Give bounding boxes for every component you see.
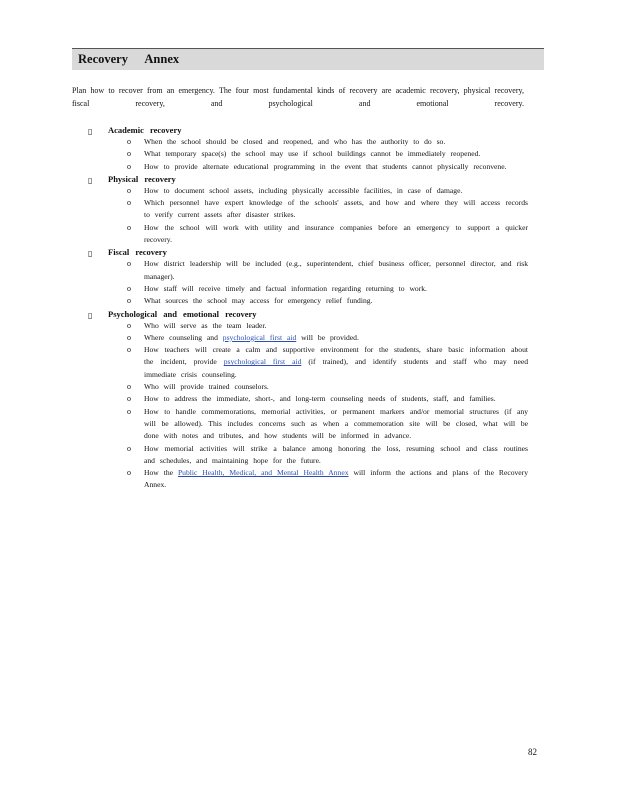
list-item <box>125 161 528 173</box>
square-bullet-icon: ▯ <box>88 310 93 320</box>
circle-bullet-icon: o <box>127 406 131 416</box>
circle-bullet-icon: o <box>127 161 131 171</box>
cross-reference-link[interactable]: psychological first aid <box>222 332 297 342</box>
item-text: How to document school assets, including physically accessible facilities, in case of damage. <box>144 185 463 195</box>
circle-bullet-icon: o <box>127 137 131 146</box>
square-bullet-icon: ▯ <box>88 175 93 185</box>
square-bullet-icon: ▯ <box>88 127 93 136</box>
list-item <box>125 344 528 381</box>
circle-bullet-icon: o <box>127 149 131 159</box>
item-text: will inform the actions and plans of the Recovery Annex. <box>144 468 529 490</box>
circle-bullet-icon: o <box>127 198 131 208</box>
list-item <box>125 443 528 468</box>
circle-bullet-icon: o <box>127 296 131 306</box>
cross-reference-link[interactable]: Public Health, Medical, and Mental Health Annex <box>177 468 349 478</box>
recovery-sections <box>88 124 528 492</box>
section-heading-text: Physical recovery <box>108 173 176 184</box>
list-item <box>125 381 528 393</box>
section-heading-text: Psychological and emotional recovery <box>108 308 257 319</box>
page-title: Recovery Annex <box>78 52 180 66</box>
section-heading <box>88 124 528 136</box>
list-item <box>125 295 528 307</box>
item-text: Who will serve as the team leader. <box>144 320 267 330</box>
circle-bullet-icon: o <box>127 394 131 404</box>
item-text: will be provided. <box>296 332 359 342</box>
item-text: Where counseling and <box>144 332 223 342</box>
section <box>88 308 528 492</box>
circle-bullet-icon: o <box>127 320 131 330</box>
list-item <box>125 222 528 247</box>
section <box>88 124 528 173</box>
list-item <box>125 467 528 492</box>
section-heading-text: Fiscal recovery <box>108 247 167 258</box>
item-list <box>88 185 528 246</box>
item-list <box>88 258 528 307</box>
item-text: How to provide alternate educational programming in the event that students cannot physically reconvene. <box>144 161 507 171</box>
item-text: When the school should be closed and reopened, and who has the authority to do so. <box>144 137 446 146</box>
section-heading <box>88 173 528 185</box>
list-item <box>125 332 528 344</box>
square-bullet-icon: ▯ <box>88 249 93 259</box>
item-text: How the <box>144 468 178 478</box>
circle-bullet-icon: o <box>127 382 131 392</box>
circle-bullet-icon: o <box>127 185 131 195</box>
item-text: Which personnel have expert knowledge of the schools' assets, and how and where they will access records to verify current assets after disaster strikes. <box>144 198 528 220</box>
list-item <box>125 197 528 222</box>
circle-bullet-icon: o <box>127 345 131 355</box>
list-item <box>125 320 528 332</box>
page-number: 82 <box>528 747 537 757</box>
item-text: What temporary space(s) the school may use if school buildings cannot be immediately reopened. <box>144 149 481 159</box>
circle-bullet-icon: o <box>127 259 131 269</box>
list-item <box>125 185 528 197</box>
section-heading <box>88 308 528 320</box>
item-list <box>88 320 528 492</box>
section-heading <box>88 246 528 258</box>
item-text: How to address the immediate, short-, and long-term counseling needs of students, staff, and families. <box>144 394 496 404</box>
list-item <box>125 136 528 148</box>
circle-bullet-icon: o <box>127 222 131 232</box>
item-text: How memorial activities will strike a balance among honoring the loss, resuming school and class routines and schedules, and maintaining hope for the future. <box>144 443 528 465</box>
circle-bullet-icon: o <box>127 283 131 293</box>
item-text: How to handle commemorations, memorial activities, or permanent markers and/or memorial structures (if any will be allowed). This includes concerns such as when a commemoration site will be closed, what will be done with notes and tributes, and how students will be informed in advance. <box>144 406 528 441</box>
item-text: Who will provide trained counselors. <box>144 382 269 392</box>
item-text: How staff will receive timely and factual information regarding returning to work. <box>144 283 427 293</box>
circle-bullet-icon: o <box>127 443 131 453</box>
item-text: How district leadership will be included (e.g., superintendent, chief business officer, personnel director, and risk manager). <box>144 259 528 281</box>
item-text: What sources the school may access for emergency relief funding. <box>144 296 373 306</box>
list-item <box>125 258 528 283</box>
circle-bullet-icon: o <box>127 468 131 478</box>
item-list <box>88 136 528 173</box>
list-item <box>125 393 528 405</box>
item-text: How the school will work with utility and insurance companies before an emergency to support a quicker recovery. <box>144 222 528 245</box>
list-item <box>125 406 528 443</box>
list-item <box>125 148 528 160</box>
intro-paragraph: Plan how to recover from an emergency. The four most fundamental kinds of recovery are academic recovery, physical recovery, fiscal recovery, and psychological and emotional recovery. <box>72 86 524 108</box>
item-text: How teachers will create a calm and supportive environment for the students, share basic information about the incident, provide <box>144 345 528 367</box>
section <box>88 173 528 246</box>
cross-reference-link[interactable]: psychological first aid <box>223 357 302 367</box>
section <box>88 246 528 307</box>
item-text: (if trained), and identify students and staff who may need immediate crisis counseling. <box>144 357 529 379</box>
list-item <box>125 283 528 295</box>
circle-bullet-icon: o <box>127 332 131 342</box>
title-bar <box>72 48 544 70</box>
section-heading-text: Academic recovery <box>108 125 182 135</box>
